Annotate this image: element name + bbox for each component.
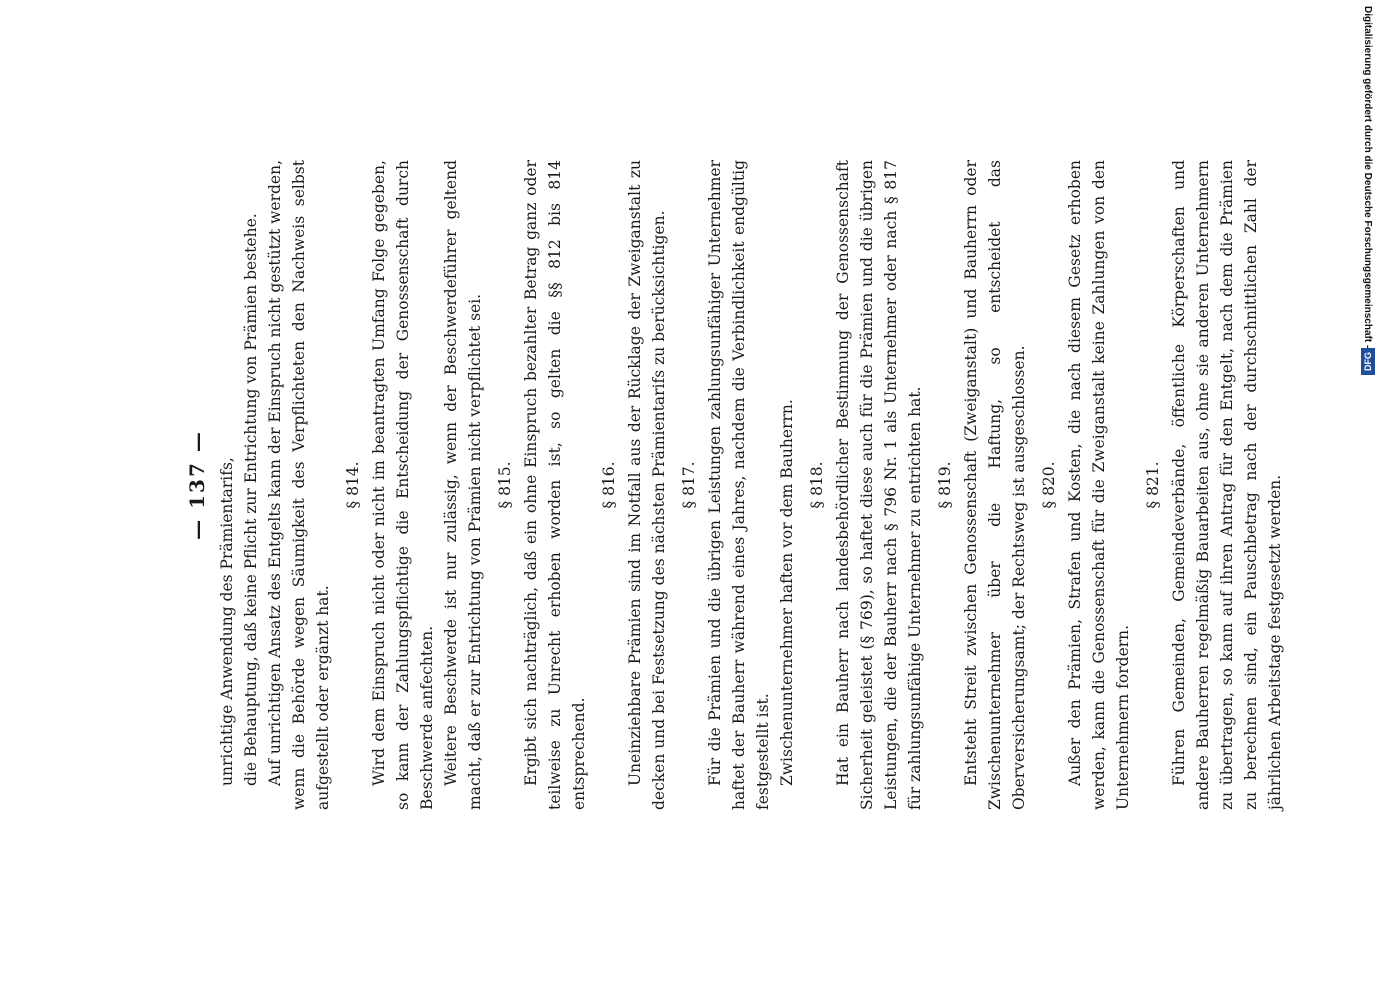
section-heading-819: § 819. <box>936 461 954 509</box>
dfg-credit-text-row <box>1357 6 1379 386</box>
paragraph: die Behauptung, daß keine Pflicht zur Entrichtung von Prämien bestehe. <box>242 213 260 786</box>
paragraph: Hat ein Bauherr nach landesbehördlicher Bestimmung der Genossenschaft Sicherheit geleistet (§ 769), so haftet diese auch für die Prämien und die übrigen Leistungen, die der Bauherr nach § 796 Nr. 1 als Unternehmer oder nach § 817 für zahlungsunfähige Unternehmer zu entrichten hat. <box>834 160 924 810</box>
dfg-credit-text: Digitalisierung gefördert durch die Deutsche Forschungsgemeinschaft - <box>1362 6 1374 349</box>
section-heading-816: § 816. <box>600 461 618 509</box>
dfg-logo: DFG <box>1361 348 1375 375</box>
paragraph: unrichtige Anwendung des Prämientarifs, <box>218 457 236 786</box>
page-body <box>185 160 1287 810</box>
paragraph: Zwischenunternehmer haften vor dem Bauherrn. <box>778 399 796 786</box>
section-heading-815: § 815. <box>496 461 514 509</box>
paragraph: Wird dem Einspruch nicht oder nicht im beantragten Umfang Folge gegeben, so kann der Zahlungspflichtige die Entscheidung der Genossenschaft durch Beschwerde anfechten. <box>370 160 436 810</box>
paragraph: Ergibt sich nachträglich, daß ein ohne Einspruch bezahlter Betrag ganz oder teilweise zu Unrecht erhoben worden ist, so gelten die §§ 812 bis 814 entsprechend. <box>522 160 588 810</box>
page-header: — 137 — <box>185 430 209 540</box>
section-heading-817: § 817. <box>680 461 698 509</box>
section-heading-820: § 820. <box>1040 461 1058 509</box>
paragraph: Weitere Beschwerde ist nur zulässig, wenn der Beschwerdeführer geltend macht, daß er zur Entrichtung von Prämien nicht verpflichtet sei. <box>442 160 484 810</box>
paragraph: Außer den Prämien, Strafen und Kosten, die nach diesem Gesetz erhoben werden, kann die Genossenschaft für die Zweiganstalt keine Zahlungen von den Unternehmern fordern. <box>1066 160 1132 810</box>
paragraph: Uneinziehbare Prämien sind im Notfall aus der Rücklage der Zweiganstalt zu decken und bei Festsetzung des nächsten Prämientarifs zu berücksichtigen. <box>626 160 668 810</box>
paragraph: Für die Prämien und die übrigen Leistungen zahlungsunfähiger Unternehmer haftet der Bauherr während eines Jahres, nachdem die Verbindlichkeit endgültig festgestellt ist. <box>706 160 772 810</box>
rotated-page <box>90 0 1310 1000</box>
section-heading-814: § 814. <box>344 461 362 509</box>
paragraph: Führen Gemeinden, Gemeindeverbände, öffentliche Körperschaften und andere Bauherren regelmäßig Bauarbeiten aus, ohne sie anderen Unternehmern zu übertragen, so kann auf ihren Antrag für den Entgelt, nach dem die Prämien zu berechnen sind, ein Pauschbetrag nach der durchschnittlichen Zahl der jährlichen Arbeitstage festgesetzt werden. <box>1170 160 1284 810</box>
paragraph: Auf unrichtigen Ansatz des Entgelts kann der Einspruch nicht gestützt werden, wenn die Behörde wegen Säumigkeit des Verpflichteten den Nachweis selbst aufgestellt oder ergänzt hat. <box>266 160 332 810</box>
paragraph: Entsteht Streit zwischen Genossenschaft (Zweiganstalt) und Bauherrn oder Zwischenunternehmer über die Haftung, so entscheidet das Oberversicherungsamt; der Rechtsweg ist ausgeschlossen. <box>962 160 1028 810</box>
dfg-credit <box>1357 6 1379 386</box>
section-heading-818: § 818. <box>808 461 826 509</box>
section-heading-821: § 821. <box>1144 461 1162 509</box>
